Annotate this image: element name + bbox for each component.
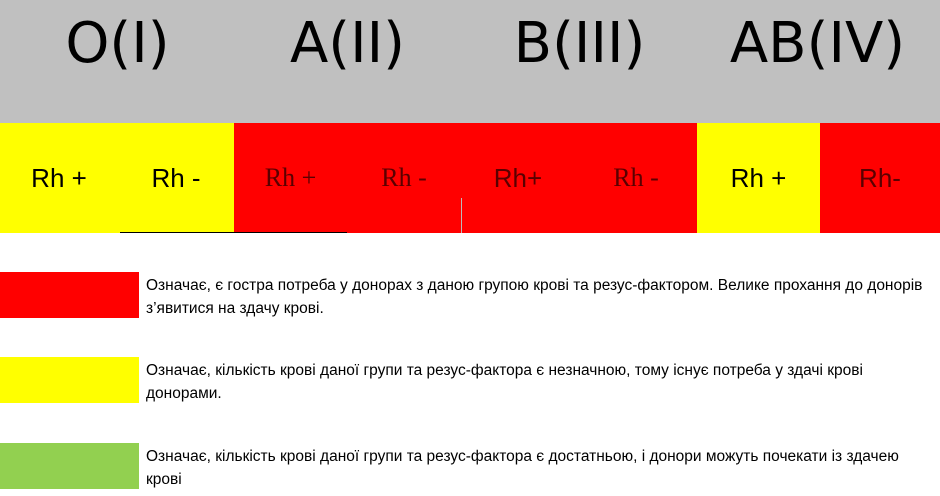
group-title-a: A(II) xyxy=(289,11,406,76)
group-title-ab: AB(IV) xyxy=(729,11,906,76)
cell-divider-tick xyxy=(461,198,462,233)
rh-status-row xyxy=(0,123,940,233)
legend-swatch-red xyxy=(0,272,139,318)
legend-text-red: Означає, є гостра потреба у донорах з даною групою крові та резус-фактором. Велике прохання до донорів з’явитися на здачу крові. xyxy=(146,277,923,317)
group-title-o: O(I) xyxy=(65,11,170,76)
legend-swatch-green xyxy=(0,443,139,489)
rh-cell-a-negative: Rh - xyxy=(347,123,461,233)
row-bottom-line xyxy=(120,232,347,233)
group-title-b: B(III) xyxy=(513,11,646,76)
rh-cell-b-negative: Rh - xyxy=(575,123,697,233)
rh-cell-b-positive: Rh+ xyxy=(461,123,575,233)
blood-group-header xyxy=(0,0,940,123)
rh-cell-ab-positive: Rh + xyxy=(697,123,820,233)
rh-cell-o-negative: Rh - xyxy=(118,123,234,233)
rh-cell-ab-negative: Rh- xyxy=(820,123,940,233)
legend-text-green: Означає, кількість крові даної групи та резус-фактора є достатньою, і донори можуть почекати із здачею крові xyxy=(146,448,899,488)
rh-cell-a-positive: Rh + xyxy=(234,123,347,233)
rh-cell-o-positive: Rh + xyxy=(0,123,118,233)
legend-text-yellow: Означає, кількість крові даної групи та резус-фактора є незначною, тому існує потреба у здачі крові донорами. xyxy=(146,362,863,402)
legend-swatch-yellow xyxy=(0,357,139,403)
